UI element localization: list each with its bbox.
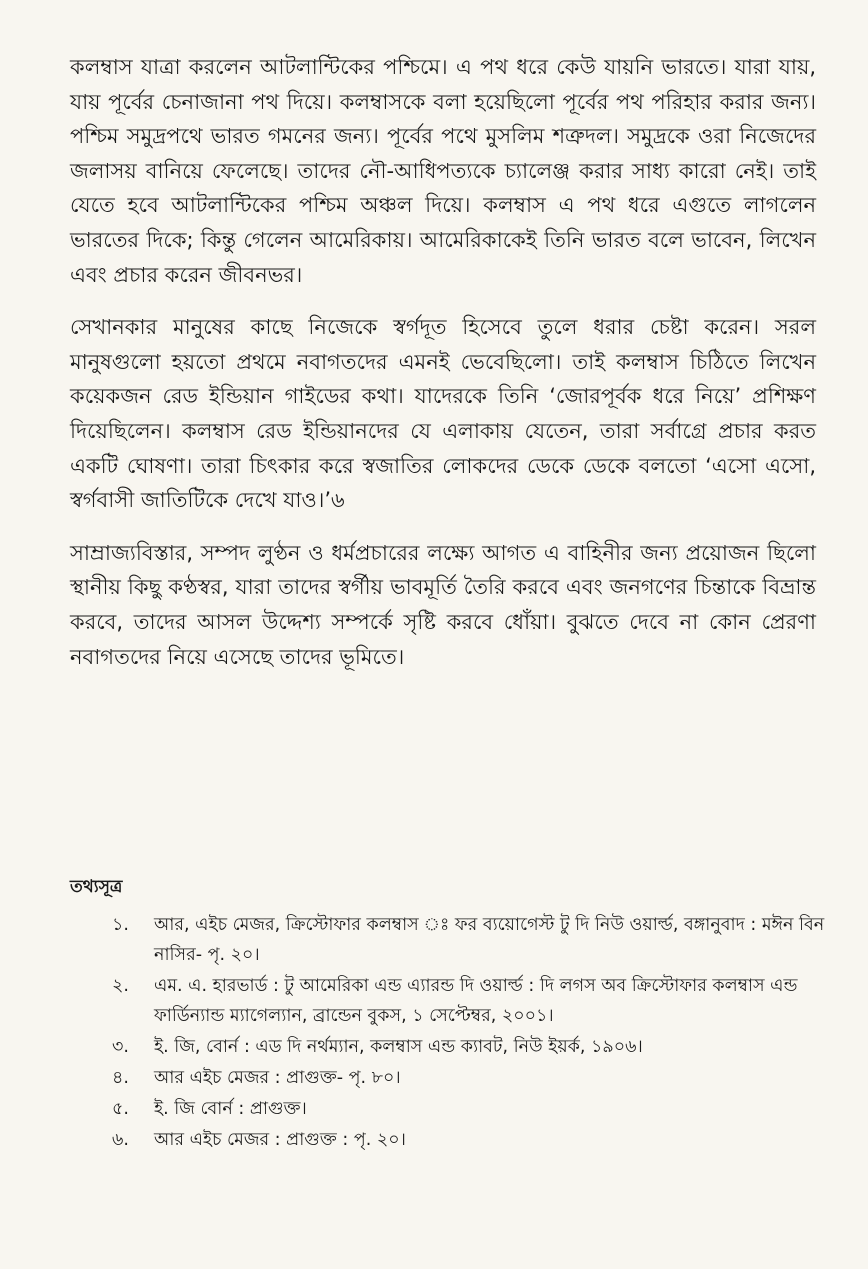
body-paragraph-1: কলম্বাস যাত্রা করলেন আটলান্টিকের পশ্চিমে। এ পথ ধরে কেউ যায়নি ভারতে। যারা যায়, যায় পূর্বের চেনাজানা পথ দিয়ে। কলম্বাসকে বলা হয়েছিলো পূর্বের পথ পরিহার করার জন্য। পশ্চিম সমুদ্রপথে ভারত গমনের জন্য। পূর্বের পথে মুসলিম শত্রুদল। সমুদ্রকে ওরা নিজেদের জলাসয় বানিয়ে ফেলেছে। তাদের নৌ-আধিপত্যকে চ্যালেঞ্জ করার সাধ্য কারো নেই। তাই যেতে হবে আটলান্টিকের পশ্চিম অঞ্চল দিয়ে। কলম্বাস এ পথ ধরে এগুতে লাগলেন ভারতের দিকে; কিন্তু গেলেন আমেরিকায়। আমেরিকাকেই তিনি ভারত বলে ভাবেন, লিখেন এবং প্রচার করেন জীবনভর।	[70, 55, 816, 287]
reference-text: ই. জি, বোর্ন : এড দি নর্থম্যান, কলম্বাস এন্ড ক্যাবট, নিউ ইয়র্ক, ১৯০৬।	[154, 1037, 643, 1057]
reference-number: ১.	[112, 915, 129, 935]
reference-text: আর, এইচ মেজর, ক্রিস্টোফার কলম্বাস ঃ ফর ব্যয়োগেস্ট টু দি নিউ ওয়ার্ল্ড, বঙ্গানুবাদ : মঈন বিন নাসির- পৃ. ২০।	[154, 915, 825, 965]
reference-item	[70, 1063, 830, 1093]
reference-number: ৪.	[112, 1068, 129, 1088]
reference-number: ৬.	[112, 1130, 129, 1150]
reference-text: এম. এ. হারভার্ড : টু আমেরিকা এন্ড এ্যারন্ড দি ওয়ার্ল্ড : দি লগস অব ক্রিস্টোফার কলম্বাস এন্ড ফার্ডিন্যান্ড ম্যাগেল্যান, ব্রান্ডেন বুকস, ১ সেপ্টেম্বর, ২০০১।	[154, 976, 798, 1026]
body-paragraph-3: সাম্রাজ্যবিস্তার, সম্পদ লুণ্ঠন ও ধর্মপ্রচারের লক্ষ্যে আগত এ বাহিনীর জন্য প্রয়োজন ছিলো স্থানীয় কিছু কণ্ঠস্বর, যারা তাদের স্বর্গীয় ভাবমূর্তি তৈরি করবে এবং জনগণের চিন্তাকে বিভ্রান্ত করবে, তাদের আসল উদ্দেশ্য সম্পর্কে সৃষ্টি করবে ধোঁয়া। বুঝতে দেবে না কোন প্রেরণা নবাগতদের নিয়ে এসেছে তাদের ভূমিতে।	[70, 540, 816, 669]
references-section	[70, 874, 830, 1156]
references-list	[70, 910, 830, 1155]
reference-number: ২.	[112, 976, 129, 996]
reference-item	[70, 971, 830, 1031]
reference-text: ই. জি বোর্ন : প্রাগুক্ত।	[154, 1099, 307, 1119]
reference-item	[70, 1094, 830, 1124]
body-paragraph-2: সেখানকার মানুষের কাছে নিজেকে স্বর্গদূত হিসেবে তুলে ধরার চেষ্টা করেন। সরল মানুষগুলো হয়তো প্রথমে নবাগতদের এমনই ভেবেছিলো। তাই কলম্বাস চিঠিতে লিখেন কয়েকজন রেড ইন্ডিয়ান গাইডের কথা। যাদেরকে তিনি ‘জোরপূর্বক ধরে নিয়ে’ প্রশিক্ষণ দিয়েছিলেন। কলম্বাস রেড ইন্ডিয়ানদের যে এলাকায় যেতেন, তারা সর্বাগ্রে প্রচার করত একটি ঘোষণা। তারা চিৎকার করে স্বজাতির লোকদের ডেকে ডেকে বলতো ‘এসো এসো, স্বর্গবাসী জাতিটিকে দেখে যাও।’৬	[70, 315, 816, 513]
reference-item	[70, 1032, 830, 1062]
reference-item	[70, 1125, 830, 1155]
reference-item	[70, 910, 830, 970]
references-heading: তথ্যসূত্র	[70, 877, 123, 897]
reference-number: ৫.	[112, 1099, 129, 1119]
reference-number: ৩.	[112, 1037, 129, 1057]
reference-text: আর এইচ মেজর : প্রাগুক্ত- পৃ. ৮০।	[154, 1068, 401, 1088]
reference-text: আর এইচ মেজর : প্রাগুক্ত : পৃ. ২০।	[154, 1130, 406, 1150]
